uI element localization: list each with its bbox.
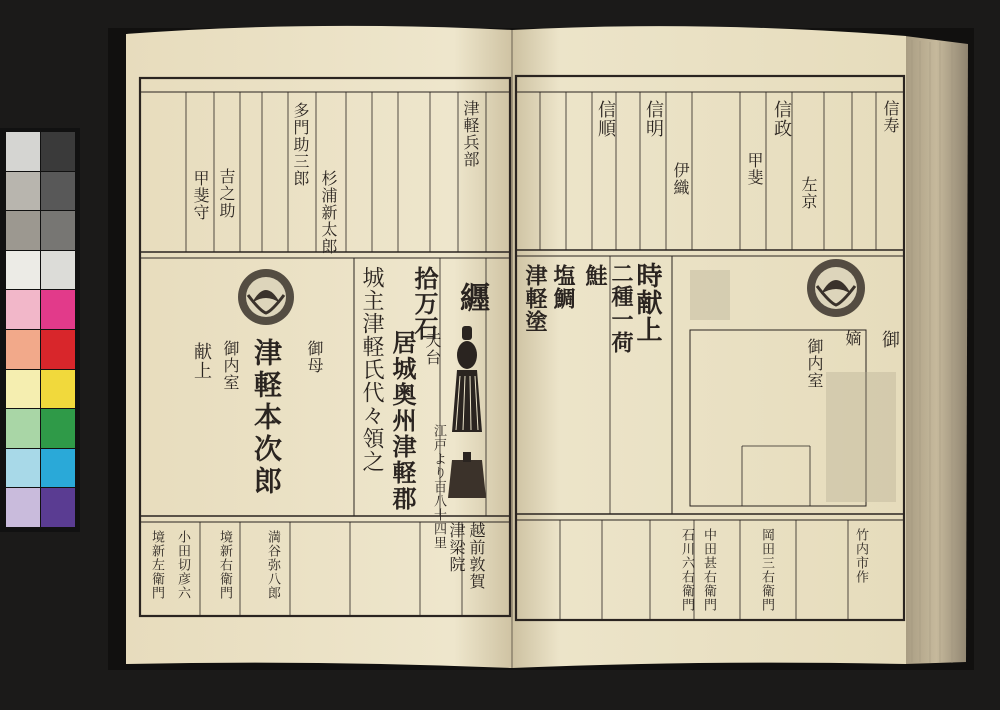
color-swatch	[41, 132, 75, 171]
inset-label-chaku: 嫡	[843, 330, 862, 347]
color-swatch	[6, 449, 40, 488]
left-retainer-3: 境新右衛門	[217, 530, 232, 600]
color-swatch	[41, 330, 75, 369]
right-item-1: 二種一荷	[608, 262, 634, 354]
label-tsugaru-in: 津梁院	[447, 522, 466, 573]
left-retainer-2: 満谷弥八郎	[265, 530, 280, 600]
color-swatch	[41, 251, 75, 290]
right-item-4: 津軽塗	[522, 264, 548, 333]
right-name-kai: 甲斐	[745, 152, 764, 186]
color-swatch	[6, 172, 40, 211]
color-swatch	[6, 330, 40, 369]
right-item-2: 鮭	[582, 264, 608, 287]
color-swatch	[6, 290, 40, 329]
label-echizen: 越前敦賀	[467, 522, 486, 590]
left-crest	[238, 269, 294, 325]
color-swatch	[41, 409, 75, 448]
title-hyogo: 津軽兵部	[461, 100, 480, 168]
label-heir: 御内室	[221, 340, 240, 391]
color-swatch	[6, 370, 40, 409]
right-title-4: 信明	[643, 100, 664, 138]
left-lineage: 城主津軽氏代々領之	[359, 266, 384, 473]
cloud-mark: 纒	[454, 282, 489, 313]
color-swatch	[6, 251, 40, 290]
title-shin: 杉浦新太郎	[319, 170, 338, 255]
left-castle-line: 居城奥州津軽郡	[388, 330, 417, 512]
label-mother: 御母	[305, 340, 324, 374]
color-swatch	[6, 488, 40, 527]
color-swatch	[41, 449, 75, 488]
inset-label-naishitsu: 御内室	[805, 338, 824, 389]
left-retainer-1: 小田切彦六	[175, 530, 190, 600]
right-retainer-3: 岡田三右衛門	[759, 528, 774, 612]
color-swatch	[6, 211, 40, 250]
right-item-3: 塩鯛	[550, 264, 576, 310]
right-retainer-1: 中田甚右衛門	[701, 528, 716, 612]
color-swatch	[6, 132, 40, 171]
color-swatch	[41, 290, 75, 329]
label-tendai: 天台	[423, 332, 442, 366]
label-offering: 献上	[191, 342, 212, 380]
color-swatch	[41, 211, 75, 250]
title-kichi: 吉之助	[217, 168, 236, 219]
left-retainer-4: 境新左衛門	[149, 530, 164, 600]
right-title-2: 信政	[771, 100, 792, 138]
left-stipend: 拾万石	[410, 266, 439, 341]
title-kai: 甲斐守	[191, 170, 210, 221]
right-retainer-4: 竹内市作	[853, 528, 868, 584]
color-swatch	[41, 172, 75, 211]
title-shinano: 多門助三郎	[291, 102, 310, 187]
left-distance: 江戸より百八十四里	[431, 424, 446, 550]
right-name-iori: 伊織	[671, 162, 690, 196]
color-swatch	[41, 488, 75, 527]
left-main-name: 津軽本次郎	[250, 338, 283, 498]
color-swatch	[41, 370, 75, 409]
color-swatch-grid	[6, 132, 76, 528]
right-main-line: 時献上	[632, 262, 662, 343]
right-title-1: 信寿	[881, 100, 900, 134]
color-swatch	[6, 409, 40, 448]
right-title-3: 信順	[595, 100, 616, 138]
right-crest	[807, 259, 865, 317]
inset-label-go: 御	[879, 330, 900, 349]
right-name-left: 左京	[799, 176, 818, 210]
right-retainer-2: 石川六右衛門	[679, 528, 694, 612]
